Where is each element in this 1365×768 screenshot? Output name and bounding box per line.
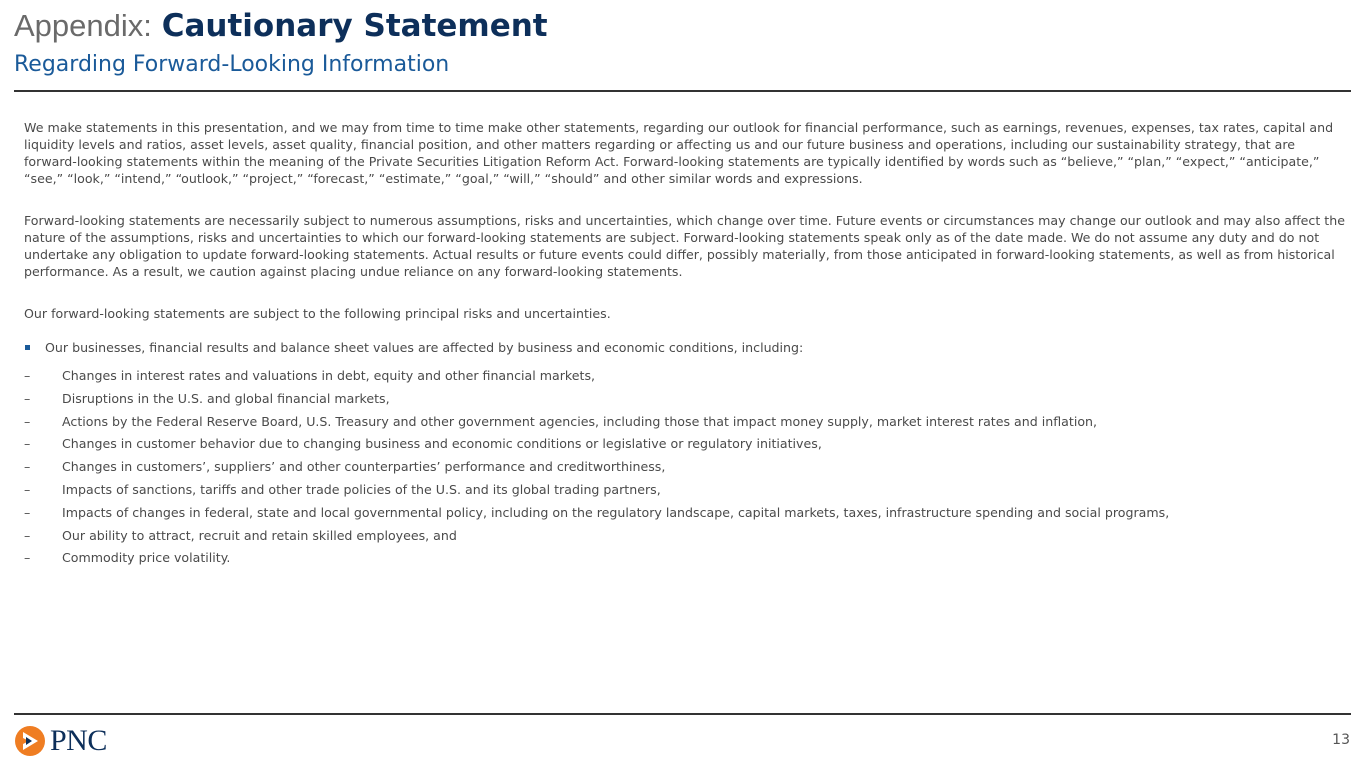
list-item-text: Disruptions in the U.S. and global financial markets, [62, 390, 390, 406]
list-item [24, 367, 1348, 390]
square-bullet-icon [25, 345, 30, 350]
dash-marker: – [24, 527, 31, 543]
dash-marker: – [24, 481, 31, 497]
bullet-text: Our businesses, financial results and balance sheet values are affected by business and economic conditions, including: [45, 340, 804, 355]
list-item [24, 527, 1348, 550]
bullet-item [24, 339, 1348, 356]
list-item [24, 549, 1348, 572]
dash-marker: – [24, 436, 31, 452]
list-item-text: Our ability to attract, recruit and retain skilled employees, and [62, 527, 457, 543]
dash-marker: – [24, 459, 31, 475]
dash-marker: – [24, 390, 31, 406]
dash-marker: – [24, 504, 31, 520]
footer-divider [14, 713, 1351, 715]
page-number: 13 [1332, 732, 1350, 748]
body-content [24, 119, 1348, 572]
list-item-text: Impacts of changes in federal, state and local governmental policy, including on the regulatory landscape, capital markets, taxes, infrastructure spending and social programs, [62, 504, 1170, 520]
list-item-text: Changes in interest rates and valuations in debt, equity and other financial markets, [62, 368, 596, 383]
list-item [24, 504, 1348, 527]
list-item-text: Commodity price volatility. [62, 550, 231, 566]
page-title [14, 6, 548, 46]
paragraph-1: We make statements in this presentation, and we may from time to time make other statements, regarding our outlook for financial performance, such as earnings, revenues, expenses, tax rates, capital and liquidity levels and ratios, asset levels, asset quality, financial position, and other matters regarding or affecting us and our future business and operations, including our sustainability strategy, that are forward-looking statements within the meaning of the Private Securities Litigation Reform Act. Forward-looking statements are typically identified by words such as “believe,” “plan,” “expect,” “anticipate,” “see,” “look,” “intend,” “outlook,” “project,” “forecast,” “estimate,” “goal,” “will,” “should” and other similar words and expressions. [24, 120, 1334, 186]
pnc-logo-icon [14, 725, 46, 757]
list-item [24, 435, 1348, 458]
pnc-logo [14, 725, 107, 757]
page-subtitle: Regarding Forward-Looking Information [14, 52, 450, 77]
dash-marker: – [24, 550, 31, 566]
sub-list [24, 367, 1348, 572]
list-item-text: Impacts of sanctions, tariffs and other trade policies of the U.S. and its global trading partners, [62, 481, 661, 497]
list-item-text: Changes in customers’, suppliers’ and other counterparties’ performance and creditworthiness, [62, 459, 666, 475]
list-item-text: Changes in customer behavior due to changing business and economic conditions or legislative or regulatory initiatives, [62, 436, 822, 452]
title-prefix: Appendix: [14, 8, 152, 43]
list-item [24, 413, 1348, 436]
dash-marker: – [24, 413, 31, 429]
dash-marker: – [24, 368, 31, 383]
list-item-text: Actions by the Federal Reserve Board, U.S. Treasury and other government agencies, including those that impact money supply, market interest rates and inflation, [62, 413, 1098, 429]
paragraph-2: Forward-looking statements are necessarily subject to numerous assumptions, risks and uncertainties, which change over time. Future events or circumstances may change our outlook and may also affect the nature of the assumptions, risks and uncertainties to which our forward-looking statements are subject. Forward-looking statements speak only as of the date made. We do not assume any duty and do not undertake any obligation to update forward-looking statements. Actual results or future events could differ, possibly materially, from those anticipated in forward-looking statements, as well as from historical performance. As a result, we caution against placing undue reliance on any forward-looking statements. [24, 213, 1345, 279]
list-item [24, 458, 1348, 481]
list-item [24, 481, 1348, 504]
title-main: Cautionary Statement [161, 8, 548, 44]
list-item [24, 390, 1348, 413]
logo-text: PNC [50, 724, 107, 757]
paragraph-3: Our forward-looking statements are subject to the following principal risks and uncertainties. [24, 306, 611, 321]
header-divider [14, 90, 1351, 92]
